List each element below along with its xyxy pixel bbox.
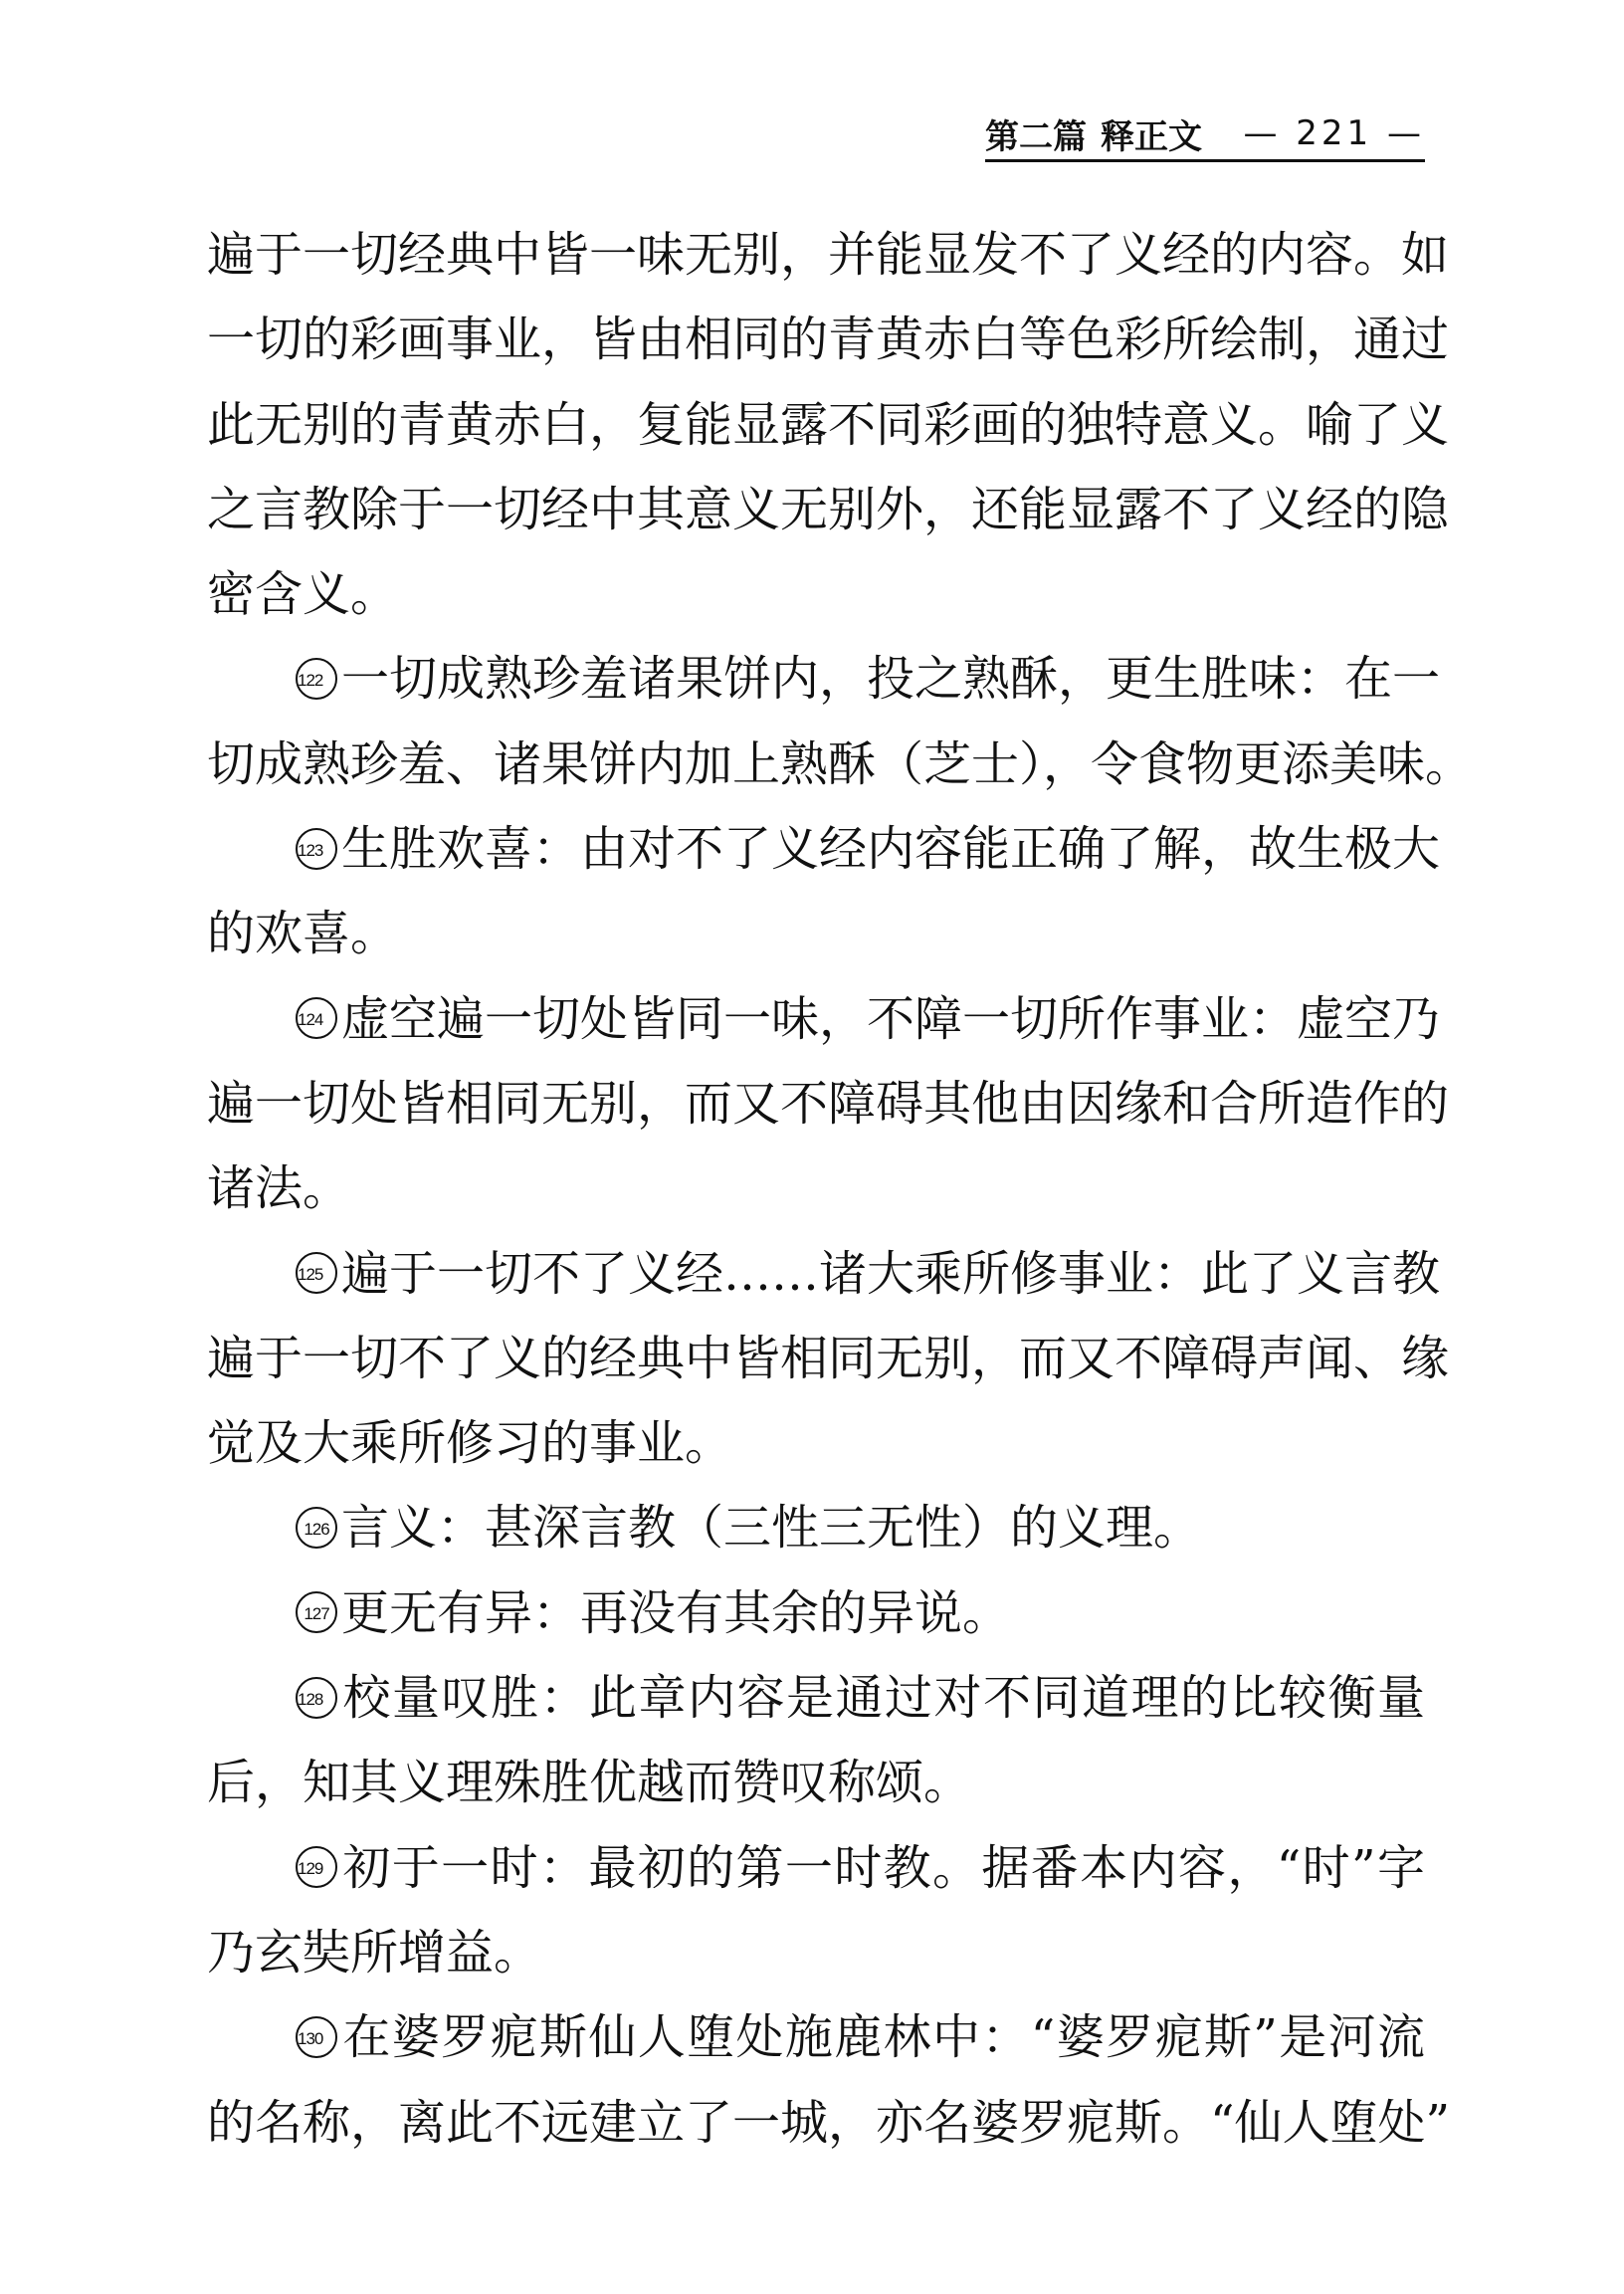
note-line: [207, 1232, 1441, 1317]
line-text: 的欢喜。: [207, 906, 399, 962]
line-text: 更无有异：再没有其余的异说。: [341, 1584, 1011, 1641]
line-text: 生胜欢喜：由对不了义经内容能正确了解，故生极大: [341, 821, 1441, 878]
text-line: [207, 383, 1450, 468]
running-header: [985, 111, 1425, 155]
line-text: 遍于一切不了义经……诸大乘所修事业：此了义言教: [341, 1245, 1441, 1302]
line-text: 一切成熟珍羞诸果饼内，投之熟酥，更生胜味：在一: [341, 651, 1441, 708]
text-line: [207, 2081, 1451, 2166]
text-line: [207, 892, 1425, 976]
line-text: 切成熟珍羞、诸果饼内加上熟酥（芝士），令食物更添美味。: [207, 735, 1474, 792]
line-text: 后，知其义理殊胜优越而赞叹称颂。: [207, 1755, 972, 1811]
line-text: 之言教除于一切经中其意义无别外，还能显露不了义经的隐: [207, 481, 1450, 537]
line-text: 一切的彩画事业，皆由相同的青黄赤白等色彩所绘制，通过: [207, 312, 1450, 368]
header-section: 释正文: [1101, 116, 1202, 157]
text-line: [207, 213, 1450, 298]
line-text: 虚空遍一切处皆同一味，不障一切所作事业：虚空乃: [341, 990, 1441, 1047]
line-text: 言义：甚深言教（三性三无性）的义理。: [341, 1500, 1202, 1557]
text-line: [207, 298, 1450, 382]
text-line: [207, 1147, 1425, 1231]
note-line: [207, 1486, 1425, 1570]
note-number: 130: [296, 2016, 337, 2058]
line-text: 在婆罗痆斯仙人堕处施鹿林中：“婆罗痆斯”是河流: [341, 2009, 1425, 2066]
text-line: [207, 1911, 1425, 1995]
line-text: 遍于一切不了义的经典中皆相同无别，而又不障碍声闻、缘: [207, 1330, 1450, 1386]
line-text: 乃玄奘所增益。: [207, 1924, 542, 1981]
note-number: 127: [296, 1591, 337, 1633]
line-text: 校量叹胜：此章内容是通过对不同道理的比较衡量: [341, 1670, 1425, 1727]
note-number: 122: [296, 658, 337, 700]
note-line: [207, 977, 1441, 1062]
line-text: 遍于一切经典中皆一味无别，并能显发不了义经的内容。如: [207, 227, 1450, 283]
line-text: 诸法。: [207, 1160, 351, 1217]
note-line: [207, 637, 1441, 722]
line-text: 的名称，离此不远建立了一城，亦名婆罗痆斯。“仙人堕处”: [207, 2094, 1451, 2151]
text-line: [207, 1317, 1450, 1401]
note-number: 128: [296, 1677, 337, 1719]
text-line: [207, 1741, 1425, 1825]
note-number: 126: [296, 1507, 337, 1549]
note-number: 123: [296, 828, 337, 870]
text-line: [207, 552, 1425, 637]
note-line: [207, 807, 1441, 892]
note-line: [207, 1826, 1425, 1911]
page-number: — 221 —: [1243, 113, 1425, 153]
header-part: 第二篇: [985, 116, 1087, 157]
text-line: [207, 723, 1474, 807]
line-text: 觉及大乘所修习的事业。: [207, 1415, 733, 1472]
line-text: 密含义。: [207, 566, 399, 623]
note-line: [207, 1656, 1425, 1741]
note-number: 129: [296, 1846, 337, 1888]
note-number: 124: [296, 997, 337, 1039]
text-line: [207, 1062, 1450, 1147]
body-text: [207, 213, 1474, 2166]
note-line: [207, 1571, 1425, 1656]
text-line: [207, 468, 1450, 552]
line-text: 初于一时：最初的第一时教。据番本内容，“时”字: [341, 1839, 1425, 1896]
line-text: 此无别的青黄赤白，复能显露不同彩画的独特意义。喻了义: [207, 396, 1450, 453]
header-rule: [985, 159, 1425, 162]
line-text: 遍一切处皆相同无别，而又不障碍其他由因缘和合所造作的: [207, 1075, 1450, 1132]
note-number: 125: [296, 1252, 337, 1294]
text-line: [207, 1401, 1425, 1486]
note-line: [207, 1995, 1425, 2080]
